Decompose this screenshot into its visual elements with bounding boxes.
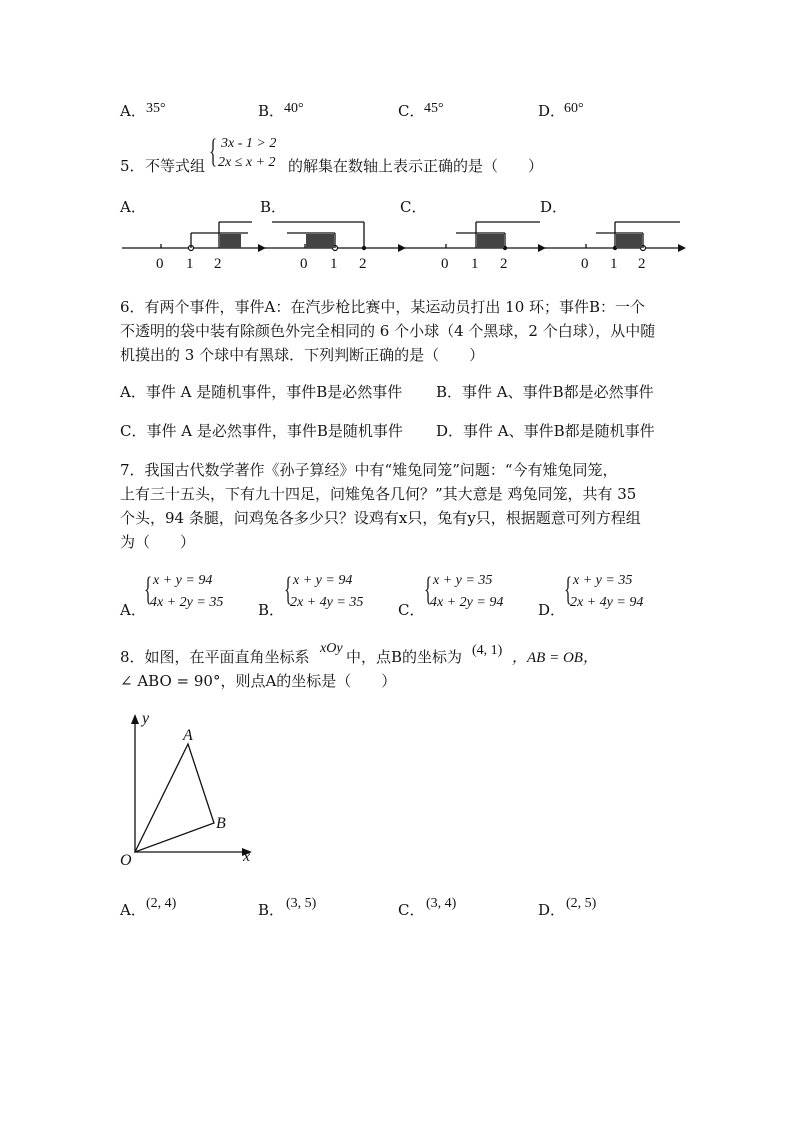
q4-option-c-label: C． [398,102,425,120]
q6-line-3: 机摸出的 3 个球中有黑球．下列判断正确的是（ ） [120,346,485,364]
q8-point-b-label: B [216,815,226,832]
q8-line-1-c: ，AB = OB， [512,650,598,666]
q7-a-brace-icon: { [144,571,153,608]
q7-line-4: 为（ ） [120,533,196,551]
q6-line-1: 6．有两个事件，事件A：在汽步枪比赛中，某运动员打出 10 环；事件B：一个 [120,298,646,316]
q5-a-tick-1: 1 [186,256,194,272]
q5-d-tick-0: 0 [581,256,589,272]
q7-line-1: 7．我国古代数学著作《孙子算经》中有“雉兔同笼”问题：“今有雉兔同笼， [120,461,618,479]
q5-system-line2: 2x ≤ x + 2 [218,155,276,170]
q7-option-c-label: C． [398,601,425,619]
q4-option-c-value: 45° [424,101,444,116]
q7-option-d-eq1: x + y = 35 [573,573,633,588]
q4-option-d-label: D． [538,102,566,120]
q8-b-coordinate: (4, 1) [472,643,503,658]
q7-b-brace-icon: { [284,571,293,608]
q7-option-b-label: B． [258,601,285,619]
q7-line-3: 个头，94 条腿，问鸡兔各多少只？设鸡有x只，兔有y只，根据题意可列方程组 [120,509,641,527]
q5-a-tick-0: 0 [156,256,164,272]
q8-line-1-b: 中，点B的坐标为 [346,648,463,666]
q8-option-a-label: A． [120,901,146,919]
q5-option-d-label: D． [540,198,568,216]
q7-option-b-eq1: x + y = 94 [293,573,353,588]
q7-option-b-eq2: 2x + 4y = 35 [290,595,364,610]
q5-c-tick-1: 1 [471,256,479,272]
q6-line-2: 不透明的袋中装有除颜色外完全相同的 6 个小球（4 个黑球，2 个白球），从中随 [120,322,656,340]
q8-line-1-a: 8．如图，在平面直角坐标系 [120,648,310,666]
q5-question-text: 的解集在数轴上表示正确的是（ ） [288,157,544,175]
q7-option-a-eq1: x + y = 94 [153,573,213,588]
q8-coord-system: xOy [320,641,343,656]
q5-system-label: 不等式组 [145,157,206,175]
q7-d-brace-icon: { [564,571,573,608]
q5-option-a-label: A． [120,198,146,216]
q8-option-b-value: (3, 5) [286,896,317,911]
q8-line-2: ∠ ABO = 90°，则点A的坐标是（ ） [120,672,397,690]
q6-option-b: B．事件 A、事件B都是必然事件 [436,383,654,401]
q8-origin-label: O [120,852,132,869]
q7-option-a-label: A． [120,601,146,619]
q5-number: 5． [120,157,145,175]
q7-option-a-eq2: 4x + 2y = 35 [150,595,224,610]
q5-b-tick-2: 2 [359,256,367,272]
q5-brace-icon: { [209,133,218,170]
q7-option-c-eq1: x + y = 35 [433,573,493,588]
q4-option-b-value: 40° [284,101,304,116]
q7-line-2: 上有三十五头，下有九十四足，问雉兔各几何？”其大意是 鸡兔同笼，共有 35 [120,485,637,503]
q8-option-a-value: (2, 4) [146,896,177,911]
q8-option-d-label: D． [538,901,566,919]
q7-c-brace-icon: { [424,571,433,608]
q5-b-tick-1: 1 [330,256,338,272]
q5-system-line1: 3x - 1 > 2 [221,136,277,151]
q4-option-d-value: 60° [564,101,584,116]
q4-option-a-label: A． [120,102,146,120]
q7-option-d-eq2: 2x + 4y = 94 [570,595,644,610]
q5-d-tick-2: 2 [638,256,646,272]
q8-point-a-label: A [183,727,193,744]
q8-x-axis-label: x [243,848,251,865]
q6-option-c: C．事件 A 是必然事件，事件B是随机事件 [120,422,403,440]
q6-option-d: D．事件 A、事件B都是随机事件 [436,422,655,440]
q8-option-c-value: (3, 4) [426,896,457,911]
q5-option-c-label: C． [400,198,427,216]
q8-option-c-label: C． [398,901,425,919]
q5-c-tick-0: 0 [441,256,449,272]
q7-option-c-eq2: 4x + 2y = 94 [430,595,504,610]
q8-y-axis-label: y [142,710,150,727]
q5-d-tick-1: 1 [610,256,618,272]
q4-option-a-value: 35° [146,101,166,116]
q7-option-d-label: D． [538,601,566,619]
q5-option-b-label: B． [260,198,287,216]
q4-option-b-label: B． [258,102,285,120]
q6-option-a: A．事件 A 是随机事件，事件B是必然事件 [120,383,403,401]
q8-option-b-label: B． [258,901,285,919]
q8-option-d-value: (2, 5) [566,896,597,911]
q5-c-tick-2: 2 [500,256,508,272]
q5-a-tick-2: 2 [214,256,222,272]
q5-b-tick-0: 0 [300,256,308,272]
